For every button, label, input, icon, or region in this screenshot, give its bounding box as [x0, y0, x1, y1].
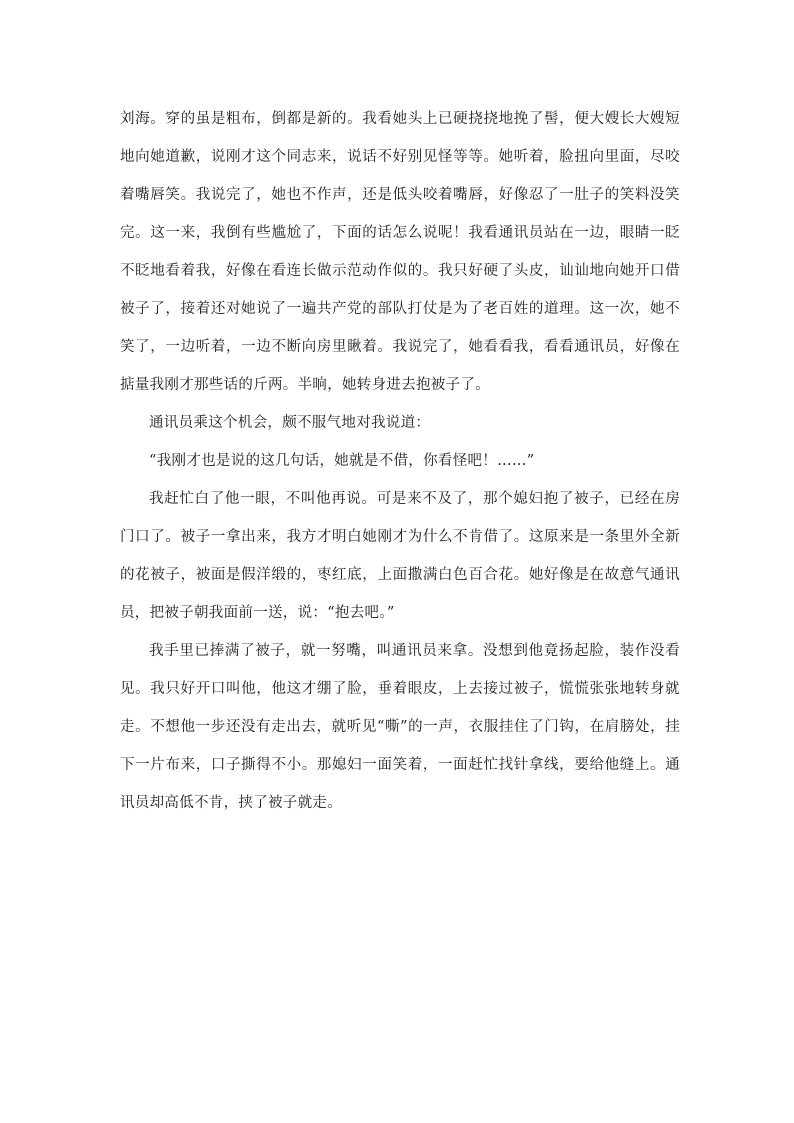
paragraph-1: 刘海。穿的虽是粗布，倒都是新的。我看她头上已硬挠挠地挽了髻，便大嫂长大嫂短地向她道歉，说刚才这个同志来，说话不好别见怪等等。她听着，脸扭向里面，尽咬着嘴唇笑。我说完了，她也不作声，还是低头咬着嘴唇，好像忍了一肚子的笑料没笑完。这一来，我倒有些尴尬了，下面的话怎么说呢！我看通讯员站在一边，眼睛一眨不眨地看着我，好像在看连长做示范动作似的。我只好硬了头皮，讪讪地向她开口借被子了，接着还对她说了一遍共产党的部队打仗是为了老百姓的道理。这一次，她不笑了，一边听着，一边不断向房里瞅着。我说完了，她看看我，看看通讯员，好像在掂量我刚才那些话的斤两。半晌，她转身进去抱被子了。 — [120, 111, 680, 393]
paragraph-3: “我刚才也是说的这几句话，她就是不借，你看怪吧！……” — [149, 453, 535, 469]
document-body — [120, 100, 680, 822]
paragraph-2: 通讯员乘这个机会，颇不服气地对我说道： — [149, 415, 431, 431]
paragraph-5: 我手里已捧满了被子，就一努嘴，叫通讯员来拿。没想到他竟扬起脸，装作没看见。我只好开口叫他，他这才绷了脸，垂着眼皮，上去接过被子，慌慌张张地转身就走。不想他一步还没有走出去，就听见“嘶”的一声，衣服挂住了门钩，在肩膀处，挂下一片布来，口子撕得不小。那媳妇一面笑着，一面赶忙找针拿线，要给他缝上。通讯员却高低不肯，挟了被子就走。 — [120, 643, 680, 811]
paragraph-4: 我赶忙白了他一眼，不叫他再说。可是来不及了，那个媳妇抱了被子，已经在房门口了。被子一拿出来，我方才明白她刚才为什么不肯借了。这原来是一条里外全新的花被子，被面是假洋缎的，枣红底，上面撒满白色百合花。她好像是在故意气通讯员，把被子朝我面前一送，说：“抱去吧。” — [120, 491, 680, 621]
